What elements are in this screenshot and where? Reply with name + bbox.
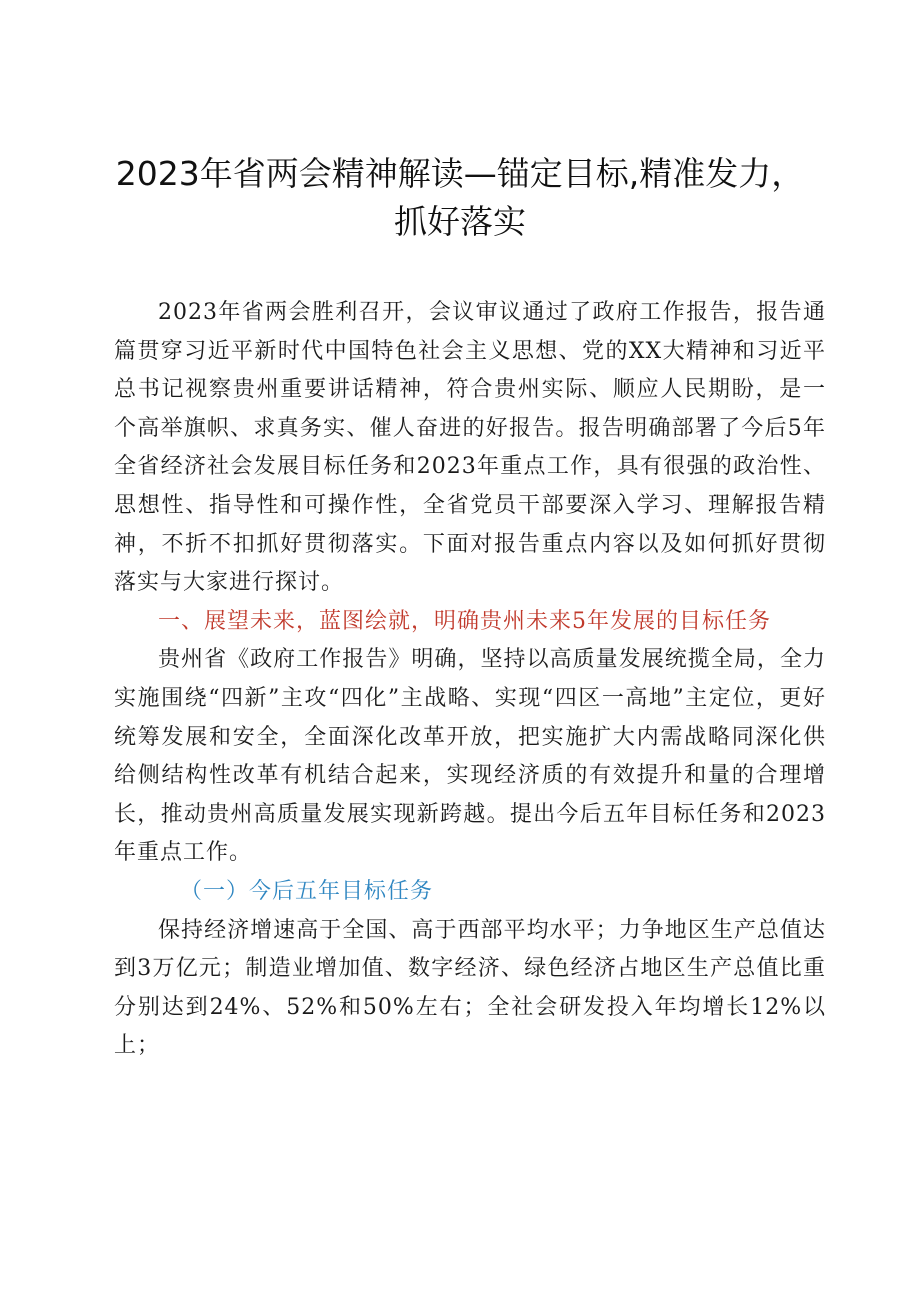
intro-paragraph: 2023年省两会胜利召开，会议审议通过了政府工作报告，报告通篇贯穿习近平新时代中国特色社会主义思想、党的XX大精神和习近平总书记视察贵州重要讲话精神，符合贵州实际、顺应人民期盼，是一个高举旗帜、求真务实、催人奋进的好报告。报告明确部署了今后5年全省经济社会发展目标任务和2023年重点工作，具有很强的政治性、思想性、指导性和可操作性，全省党员干部要深入学习、理解报告精神，不折不扣抓好贯彻落实。下面对报告重点内容以及如何抓好贯彻落实与大家进行探讨。: [114, 300, 826, 596]
section-heading: 一、展望未来，蓝图绘就，明确贵州未来5年发展的目标任务: [158, 608, 771, 634]
subsection-paragraph: 保持经济增速高于全国、高于西部平均水平；力争地区生产总值达到3万亿元；制造业增加值、数字经济、绿色经济占地区生产总值比重分别达到24%、52%和50%左右；全社会研发投入年均增长12%以上；: [114, 917, 826, 1059]
document-body: [114, 294, 826, 1066]
subsection-heading: （一）今后五年目标任务: [180, 878, 434, 904]
document-title: 2023年省两会精神解读—锚定目标,精准发力，抓好落实: [115, 154, 805, 241]
section-paragraph: 贵州省《政府工作报告》明确，坚持以高质量发展统揽全局，全力实施围绕“四新”主攻“四化”主战略、实现“四区一高地”主定位，更好统筹发展和安全，全面深化改革开放，把实施扩大内需战略同深化供给侧结构性改革有机结合起来，实现经济质的有效提升和量的合理增长，推动贵州高质量发展实现新跨越。提出今后五年目标任务和2023年重点工作。: [114, 647, 826, 866]
